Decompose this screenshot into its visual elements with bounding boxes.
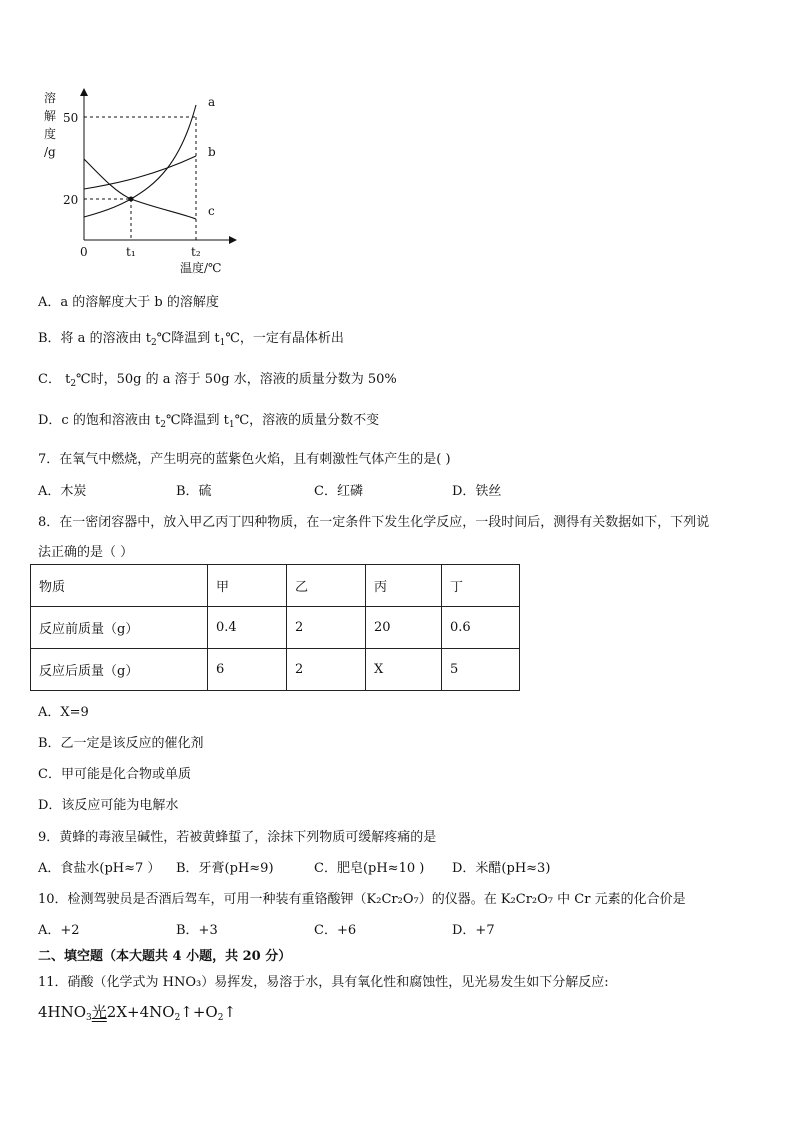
q6-option-d: D．c 的饱和溶液由 $t_2℃$降温到 $t_1℃$，溶液的质量分数不变	[38, 413, 380, 430]
q8-option-a: A．X=9	[38, 705, 89, 720]
q11-equation: $4HNO_3$光$2X+4NO_2↑+O_2↑$	[38, 1003, 237, 1023]
table-cell: 乙	[287, 565, 366, 607]
table-cell: 0.6	[442, 607, 520, 649]
q7-option-d: D．铁丝	[452, 484, 502, 499]
y-axis-label-2: 解	[44, 109, 57, 123]
q6-option-a: A．a 的溶解度大于 b 的溶解度	[38, 295, 219, 310]
q11-stem: 11．硝酸（化学式为 HNO₃）易挥发，易溶于水，具有氧化性和腐蚀性，见光易发生如下分解反应:	[38, 975, 609, 990]
curve-b	[84, 156, 196, 189]
q8-option-d: D．该反应可能为电解水	[38, 798, 179, 813]
q10-stem: 10．检测驾驶员是否酒后驾车，可用一种装有重铬酸钾（K₂Cr₂O₇）的仪器。在 K₂Cr₂O₇ 中 Cr 元素的化合价是	[38, 892, 686, 907]
q8-stem-line2: 法正确的是（ ）	[38, 545, 134, 560]
y-axis-label-4: /g	[44, 145, 56, 159]
y-tick-20: 20	[63, 193, 79, 207]
series-label-a: a	[208, 95, 216, 109]
table-header-row	[31, 565, 520, 607]
q10-options	[38, 919, 590, 938]
q9-option-c: C．肥皂(pH≈10 )	[314, 861, 425, 876]
table-cell: 反应前质量（g）	[31, 607, 208, 649]
q7-stem: 7．在氧气中燃烧，产生明亮的蓝紫色火焰，且有刺激性气体产生的是( )	[38, 452, 451, 467]
q10-option-c: C．+6	[314, 923, 357, 938]
section-heading: 二、填空题（本大题共 4 小题，共 20 分）	[38, 949, 292, 964]
q8-stem-line1: 8．在一密闭容器中，放入甲乙丙丁四种物质，在一定条件下发生化学反应，一段时间后，测得有关数据如下，下列说	[38, 515, 710, 530]
y-axis-label-3: 度	[44, 127, 57, 141]
table-cell: 2	[287, 607, 366, 649]
table-row	[31, 607, 520, 649]
table-cell: X	[366, 649, 442, 691]
q9-option-d: D．米醋(pH≈3)	[452, 861, 551, 876]
q9-option-b: B．牙膏(pH≈9)	[176, 861, 274, 876]
q10-option-b: B．+3	[176, 923, 218, 938]
q7-option-c: C．红磷	[314, 484, 363, 499]
y-tick-50: 50	[63, 111, 79, 125]
table-cell: 丙	[366, 565, 442, 607]
table-cell: 甲	[208, 565, 287, 607]
q6-option-b: B．将 a 的溶液由 $t_2℃$降温到 $t_1℃$，一定有晶体析出	[38, 331, 344, 348]
origin-label: 0	[80, 245, 88, 259]
y-axis-label-1: 溶	[44, 91, 57, 105]
q9-options	[38, 857, 590, 876]
q7-option-b: B．硫	[176, 484, 212, 499]
curve-a	[84, 105, 196, 217]
q7-option-a: A．木炭	[38, 484, 87, 499]
curve-c	[84, 159, 196, 219]
series-label-c: c	[208, 204, 215, 218]
table-cell: 20	[366, 607, 442, 649]
solubility-chart	[30, 80, 250, 280]
intersection-point	[129, 197, 134, 202]
q9-stem: 9．黄蜂的毒液呈碱性，若被黄蜂蜇了，涂抹下列物质可缓解疼痛的是	[38, 830, 437, 845]
q7-options	[38, 480, 590, 499]
q9-option-a: A．食盐水(pH≈7 ）	[38, 861, 161, 876]
table-cell: 丁	[442, 565, 520, 607]
x-tick-t1: t₁	[126, 245, 136, 259]
table-cell: 反应后质量（g）	[31, 649, 208, 691]
q10-option-d: D．+7	[452, 923, 495, 938]
series-label-b: b	[208, 145, 216, 159]
q8-data-table	[30, 564, 520, 691]
table-row	[31, 649, 520, 691]
q8-option-c: C．甲可能是化合物或单质	[38, 767, 191, 782]
q10-option-a: A．+2	[38, 923, 80, 938]
table-cell: 物质	[31, 565, 208, 607]
reaction-condition: 光	[91, 1003, 107, 1021]
x-tick-t2: t₂	[191, 245, 201, 259]
x-axis-label: 温度/℃	[180, 261, 222, 275]
q6-option-c: C． $t_2℃$时，50g 的 a 溶于 50g 水，溶液的质量分数为 50%	[38, 372, 397, 389]
table-cell: 0.4	[208, 607, 287, 649]
q8-option-b: B．乙一定是该反应的催化剂	[38, 736, 204, 751]
table-cell: 2	[287, 649, 366, 691]
table-cell: 6	[208, 649, 287, 691]
table-cell: 5	[442, 649, 520, 691]
